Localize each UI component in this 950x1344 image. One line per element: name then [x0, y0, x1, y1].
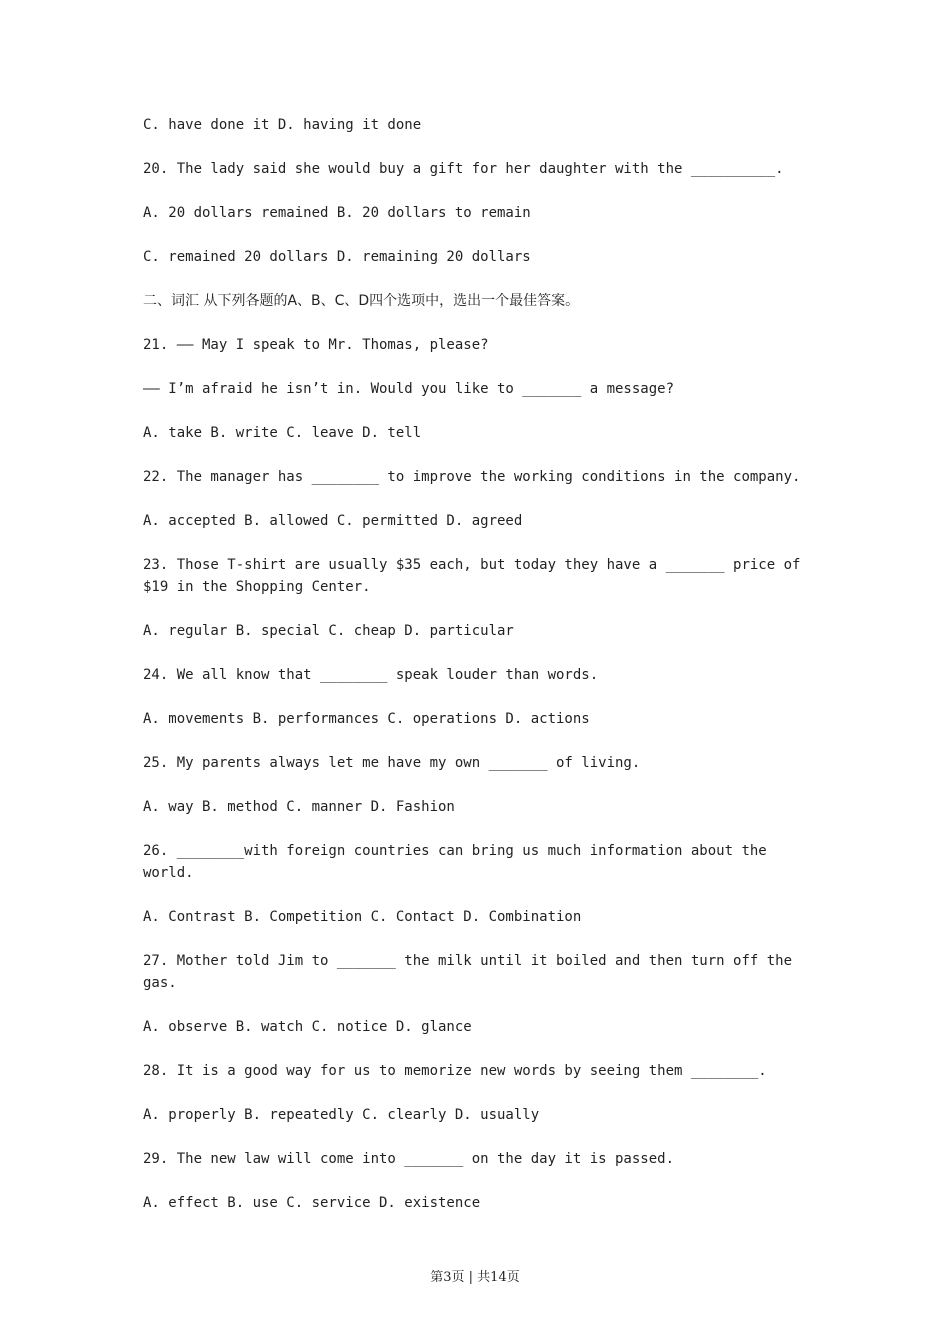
question-27: 27. Mother told Jim to _______ the milk until it boiled and then turn off the gas.	[143, 953, 801, 991]
option-line: A. observe B. watch C. notice D. glance	[143, 1019, 472, 1035]
option-line: A. Contrast B. Competition C. Contact D. Combination	[143, 909, 582, 925]
question-26: 26. ________with foreign countries can bring us much information about the world.	[143, 843, 776, 881]
question-23: 23. Those T-shirt are usually $35 each, but today they have a _______ price of $19 in the Shopping Center.	[143, 557, 809, 595]
option-line: A. way B. method C. manner D. Fashion	[143, 799, 455, 815]
dialogue-reply: —— I’m afraid he isn’t in. Would you like to _______ a message?	[143, 381, 675, 397]
option-line: A. effect B. use C. service D. existence	[143, 1195, 481, 1211]
option-line: A. 20 dollars remained B. 20 dollars to remain	[143, 205, 531, 221]
option-line: A. regular B. special C. cheap D. particular	[143, 623, 514, 639]
option-line: A. take B. write C. leave D. tell	[143, 425, 422, 441]
option-line: A. movements B. performances C. operations D. actions	[143, 711, 590, 727]
question-22: 22. The manager has ________ to improve the working conditions in the company.	[143, 469, 801, 485]
option-line: C. remained 20 dollars D. remaining 20 dollars	[143, 249, 531, 265]
question-content	[143, 114, 809, 1236]
question-29: 29. The new law will come into _______ on the day it is passed.	[143, 1151, 675, 1167]
question-28: 28. It is a good way for us to memorize new words by seeing them ________.	[143, 1063, 767, 1079]
section-heading: 二、词汇 从下列各题的A、B、C、D四个选项中，选出一个最佳答案。	[143, 293, 580, 309]
question-24: 24. We all know that ________ speak louder than words.	[143, 667, 599, 683]
option-line: A. accepted B. allowed C. permitted D. agreed	[143, 513, 523, 529]
option-line: C. have done it D. having it done	[143, 117, 422, 133]
option-line: A. properly B. repeatedly C. clearly D. usually	[143, 1107, 540, 1123]
page-number-footer: 第3页 | 共14页	[430, 1270, 520, 1285]
question-20: 20. The lady said she would buy a gift for her daughter with the __________.	[143, 161, 784, 177]
question-25: 25. My parents always let me have my own _______ of living.	[143, 755, 641, 771]
question-21: 21. —— May I speak to Mr. Thomas, please?	[143, 337, 489, 353]
